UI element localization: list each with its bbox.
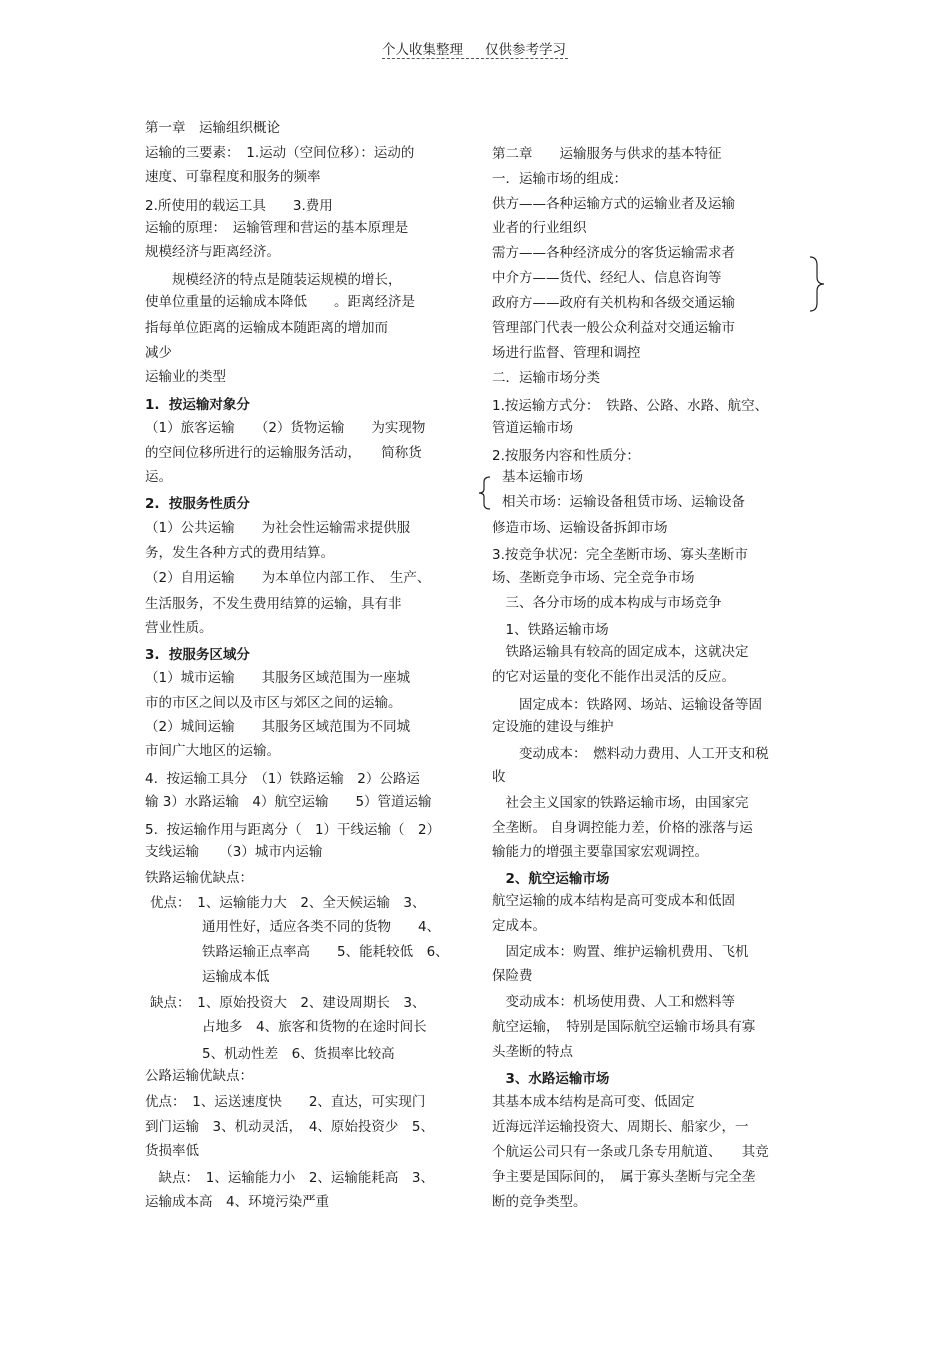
text-line: 收 (492, 769, 506, 785)
text-line: 保险费 (492, 968, 533, 984)
text-line: 优点： 1、运送速度快 2、直达，可实现门 (145, 1094, 426, 1110)
text-line: （1）城市运输 其服务区域范围为一座城 (145, 670, 411, 686)
text-line: （1）旅客运输 （2）货物运输 为实现物 (145, 420, 426, 436)
text-line: 供方——各种运输方式的运输业者及运输 (492, 196, 735, 212)
right-curly-brace (808, 256, 826, 312)
text-line: 市的市区之间以及市区与郊区之间的运输。 (145, 695, 402, 711)
text-line: 场、垄断竞争市场、完全竞争市场 (492, 570, 695, 586)
text-line: 断的竞争类型。 (492, 1194, 587, 1210)
text-line: 变动成本：机场使用费、人工和燃料等 (492, 994, 735, 1010)
text-line: 公路运输优缺点： (145, 1068, 253, 1084)
text-line: 修造市场、运输设备拆卸市场 (492, 520, 668, 536)
text-line: 头垄断的特点 (492, 1044, 573, 1060)
text-line: 定设施的建设与维护 (492, 719, 614, 735)
text-line: 政府方——政府有关机构和各级交通运输 (492, 295, 735, 311)
text-line: 2.所使用的载运工具 3.费用 (145, 198, 333, 214)
text-line: 固定成本：铁路网、场站、运输设备等固 (492, 697, 762, 713)
text-line: 5. 按运输作用与距离分（ 1）干线运输（ 2） (145, 822, 441, 838)
text-line: 规模经济的特点是随装运规模的增长， (145, 272, 402, 288)
text-line: 近海远洋运输投资大、周期长、船家少，一 (492, 1119, 749, 1135)
text-line: 3.按竞争状况：完全垄断市场、寡头垄断市 (492, 547, 748, 563)
text-line: 1、铁路运输市场 (492, 622, 609, 638)
text-line: 规模经济与距离经济。 (145, 244, 280, 260)
text-line: 固定成本：购置、维护运输机费用、飞机 (492, 944, 749, 960)
text-line: 2、航空运输市场 (492, 871, 610, 887)
text-line: 运输的原理： 运输管理和营运的基本原理是 (145, 220, 409, 236)
text-line: 输 3）水路运输 4）航空运输 5）管道运输 (145, 794, 432, 810)
text-line: 运输的三要素： 1.运动（空间位移）：运动的 (145, 145, 415, 161)
text-line: 输能力的增强主要靠国家宏观调控。 (492, 844, 708, 860)
text-line: 社会主义国家的铁路运输市场，由国家完 (492, 795, 749, 811)
text-line: 的它对运量的变化不能作出灵活的反应。 (492, 669, 735, 685)
text-line: 管理部门代表一般公众利益对交通运输市 (492, 320, 735, 336)
text-line: 相关市场：运输设备租赁市场、运输设备 (502, 494, 745, 510)
text-line: 占地多 4、旅客和货物的在途时间长 (202, 1019, 427, 1035)
header-left-text: 个人收集整理 (382, 42, 463, 58)
text-line: 市间广大地区的运输。 (145, 743, 280, 759)
text-line: 基本运输市场 (502, 469, 583, 485)
text-line: 运。 (145, 469, 172, 485)
text-line: 变动成本： 燃料动力费用、人工开支和税 (492, 746, 769, 762)
text-line: 铁路运输具有较高的固定成本，这就决定 (492, 644, 749, 660)
text-line: 货损率低 (145, 1143, 199, 1159)
text-line: 指每单位距离的运输成本随距离的增加而 (145, 320, 388, 336)
text-line: 1.按运输方式分： 铁路、公路、水路、航空、 (492, 398, 769, 414)
text-line: 运输成本低 (202, 969, 270, 985)
left-curly-brace (478, 476, 492, 510)
text-line: 二．运输市场分类 (492, 370, 600, 386)
text-line: 2.按服务内容和性质分： (492, 448, 640, 464)
header-right-text: 仅供参考学习 (485, 42, 566, 58)
text-line: 2. 按服务性质分 (145, 496, 250, 512)
text-line: 中介方——货代、经纪人、信息咨询等 (492, 270, 722, 286)
text-line: 通用性好，适应各类不同的货物 4、 (202, 919, 441, 935)
page-header (382, 38, 568, 58)
text-line: 5、机动性差 6、货损率比较高 (202, 1046, 395, 1062)
text-line: 3、水路运输市场 (492, 1071, 610, 1087)
text-line: 减少 (145, 345, 172, 361)
text-line: 支线运输 （3）城市内运输 (145, 844, 323, 860)
text-line: 定成本。 (492, 918, 546, 934)
text-line: 管道运输市场 (492, 420, 573, 436)
text-line: 优点： 1、运输能力大 2、全天候运输 3、 (150, 895, 426, 911)
text-line: 到门运输 3、机动灵活， 4、原始投资少 5、 (145, 1119, 435, 1135)
text-line: 运输成本高 4、环境污染严重 (145, 1194, 330, 1210)
text-line: 争主要是国际间的， 属于寡头垄断与完全垄 (492, 1169, 756, 1185)
text-line: 铁路运输优缺点： (145, 870, 253, 886)
text-line: 1. 按运输对象分 (145, 397, 250, 413)
text-line: 需方——各种经济成分的客货运输需求者 (492, 245, 735, 261)
text-line: 务，发生各种方式的费用结算。 (145, 545, 334, 561)
text-line: （1）公共运输 为社会性运输需求提供服 (145, 520, 411, 536)
text-line: 铁路运输正点率高 5、能耗较低 6、 (202, 944, 449, 960)
text-line: （2）自用运输 为本单位内部工作、 生产、 (145, 570, 431, 586)
text-line: 缺点： 1、运输能力小 2、运输能耗高 3、 (145, 1170, 435, 1186)
text-line: 其基本成本结构是高可变、低固定 (492, 1094, 695, 1110)
text-line: 生活服务，不发生费用结算的运输，具有非 (145, 596, 402, 612)
text-line: 的空间位移所进行的运输服务活动， 简称货 (145, 445, 422, 461)
text-line: 运输业的类型 (145, 369, 226, 385)
text-line: 使单位重量的运输成本降低 。距离经济是 (145, 294, 415, 310)
header-divider (382, 58, 568, 59)
text-line: 营业性质。 (145, 620, 213, 636)
text-line: 速度、可靠程度和服务的频率 (145, 169, 321, 185)
text-line: 4. 按运输工具分 （1）铁路运输 2）公路运 (145, 771, 420, 787)
text-line: 缺点： 1、原始投资大 2、建设周期长 3、 (150, 995, 426, 1011)
text-line: 业者的行业组织 (492, 220, 587, 236)
text-line: 航空运输， 特别是国际航空运输市场具有寡 (492, 1019, 756, 1035)
text-line: 个航运公司只有一条或几条专用航道、 其竞 (492, 1144, 769, 1160)
text-line: 第一章 运输组织概论 (145, 120, 280, 136)
text-line: 航空运输的成本结构是高可变成本和低固 (492, 893, 735, 909)
text-line: 一．运输市场的组成： (492, 171, 627, 187)
text-line: 场进行监督、管理和调控 (492, 345, 641, 361)
text-line: 第二章 运输服务与供求的基本特征 (492, 146, 722, 162)
text-line: 全垄断。 自身调控能力差，价格的涨落与运 (492, 820, 753, 836)
text-line: 三、各分市场的成本构成与市场竞争 (492, 595, 722, 611)
text-line: 3. 按服务区域分 (145, 647, 250, 663)
text-line: （2）城间运输 其服务区域范围为不同城 (145, 719, 411, 735)
